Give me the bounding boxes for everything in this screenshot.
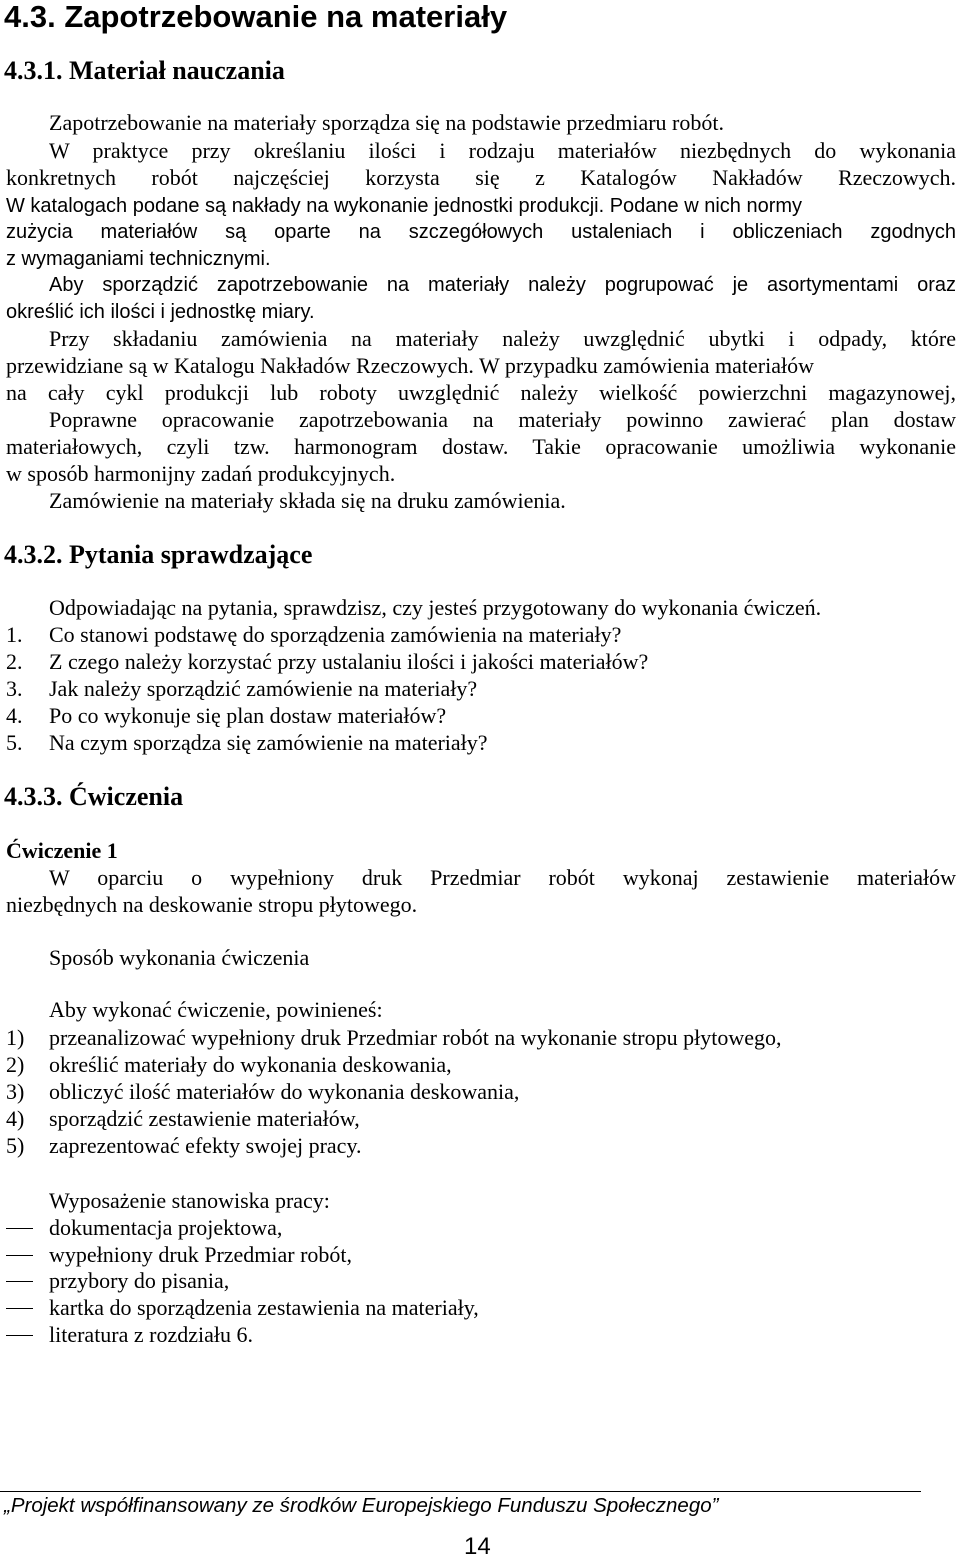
list-text: Po co wykonuje się plan dostaw materiałów? (49, 703, 447, 728)
list-item (0, 622, 960, 648)
dash-bullet-icon (6, 1228, 33, 1229)
list-text: Jak należy sporządzić zamówienie na materiały? (49, 676, 478, 701)
list-number: 2. (6, 649, 23, 674)
list-item (0, 1295, 960, 1321)
subsection-heading-questions: 4.3.2. Pytania sprawdzające (4, 540, 313, 569)
paragraph-line: W praktyce przy określaniu ilości i rodzaju materiałów niezbędnych do wykonania (49, 138, 956, 163)
steps-intro: Aby wykonać ćwiczenie, powinieneś: (49, 997, 383, 1022)
list-text: obliczyć ilość materiałów do wykonania deskowania, (49, 1079, 520, 1104)
subsection-heading-material: 4.3.1. Materiał nauczania (4, 56, 285, 85)
paragraph-fragment: W przypadku zamówienia materiałów (479, 353, 814, 378)
exercise-description-line: niezbędnych na deskowanie stropu płytowego. (6, 892, 418, 917)
list-text: sporządzić zestawienie materiałów, (49, 1106, 360, 1131)
paragraph-line (6, 193, 802, 219)
list-item (0, 1268, 960, 1294)
dash-bullet-icon (6, 1335, 33, 1336)
paragraph-intro: Zapotrzebowanie na materiały sporządza się na podstawie przedmiaru robót. (49, 110, 724, 135)
list-item (0, 676, 960, 702)
paragraph-line: zużycia materiałów są oparte na szczegółowych ustaleniach i obliczeniach zgodnych (6, 221, 956, 243)
paragraph-line: materiałowych, czyli tzw. harmonogram dostaw. Takie opracowanie umożliwia wykonanie (6, 434, 956, 459)
dash-bullet-icon (6, 1281, 33, 1282)
list-number: 2) (6, 1052, 25, 1077)
list-number: 3) (6, 1079, 25, 1104)
list-text: przybory do pisania, (49, 1268, 230, 1293)
list-text: literatura z rozdziału 6. (49, 1322, 254, 1347)
subsection-heading-exercises: 4.3.3. Ćwiczenia (4, 782, 184, 811)
paragraph-fragment: przewidziane są w Katalogu Nakładów Rzeczowych. (6, 353, 474, 378)
paragraph-line (6, 353, 814, 379)
list-item (0, 1242, 960, 1268)
list-number: 1. (6, 622, 23, 647)
list-number: 4) (6, 1106, 25, 1131)
list-item (0, 1215, 960, 1241)
list-item (0, 649, 960, 675)
dash-bullet-icon (6, 1255, 33, 1256)
list-text: zaprezentować efekty swojej pracy. (49, 1133, 362, 1158)
exercise-title: Ćwiczenie 1 (6, 838, 118, 863)
exercise-description-line: W oparciu o wypełniony druk Przedmiar robót wykonaj zestawienie materiałów (49, 865, 956, 890)
paragraph-line: konkretnych robót najczęściej korzysta się z Katalogów Nakładów Rzeczowych. (6, 165, 956, 190)
footer-divider (0, 1491, 921, 1492)
list-text: wypełniony druk Przedmiar robót, (49, 1242, 353, 1267)
list-text: określić materiały do wykonania deskowania, (49, 1052, 452, 1077)
list-text: kartka do sporządzenia zestawienia na materiały, (49, 1295, 479, 1320)
list-item (0, 1052, 960, 1078)
list-text: Na czym sporządza się zamówienie na materiały? (49, 730, 488, 755)
list-item (0, 703, 960, 729)
list-item (0, 1106, 960, 1132)
paragraph-fragment: Podane w nich normy (609, 195, 803, 217)
paragraph-line: Poprawne opracowanie zapotrzebowania na materiały powinno zawierać plan dostaw (49, 407, 956, 432)
list-item (0, 1079, 960, 1105)
paragraph-line: z wymaganiami technicznymi. (6, 248, 271, 270)
list-item (0, 1133, 960, 1159)
list-number: 5) (6, 1133, 25, 1158)
list-item (0, 730, 960, 756)
list-item (0, 1322, 960, 1348)
list-number: 5. (6, 730, 23, 755)
paragraph-line: Zamówienie na materiały składa się na druku zamówienia. (49, 488, 566, 513)
method-heading: Sposób wykonania ćwiczenia (49, 945, 310, 970)
paragraph-line: w sposób harmonijny zadań produkcyjnych. (6, 461, 396, 486)
paragraph-line: na cały cykl produkcji lub roboty uwzględnić należy wielkość powierzchni magazynowej, (6, 380, 956, 405)
equipment-heading: Wyposażenie stanowiska pracy: (49, 1188, 330, 1213)
list-number: 4. (6, 703, 23, 728)
list-text: Co stanowi podstawę do sporządzenia zamówienia na materiały? (49, 622, 622, 647)
paragraph-line: Przy składaniu zamówienia na materiały należy uwzględnić ubytki i odpady, które (49, 326, 956, 351)
paragraph-line: określić ich ilości i jednostkę miary. (6, 301, 315, 323)
questions-intro: Odpowiadając na pytania, sprawdzisz, czy jesteś przygotowany do wykonania ćwiczeń. (49, 595, 822, 620)
page-number: 14 (464, 1533, 491, 1560)
dash-bullet-icon (6, 1308, 33, 1309)
footer-text: „Projekt współfinansowany ze środków Europejskiego Funduszu Społecznego” (4, 1494, 719, 1517)
list-number: 1) (6, 1025, 25, 1050)
list-text: Z czego należy korzystać przy ustalaniu ilości i jakości materiałów? (49, 649, 649, 674)
paragraph-line: Aby sporządzić zapotrzebowanie na materiały należy pogrupować je asortymentami oraz (49, 274, 956, 296)
list-text: dokumentacja projektowa, (49, 1215, 283, 1240)
list-number: 3. (6, 676, 23, 701)
section-heading: 4.3. Zapotrzebowanie na materiały (4, 0, 508, 34)
paragraph-fragment: W katalogach podane są nakłady na wykonanie jednostki produkcji. (6, 195, 605, 217)
list-text: przeanalizować wypełniony druk Przedmiar robót na wykonanie stropu płytowego, (49, 1025, 782, 1050)
list-item (0, 1025, 960, 1051)
